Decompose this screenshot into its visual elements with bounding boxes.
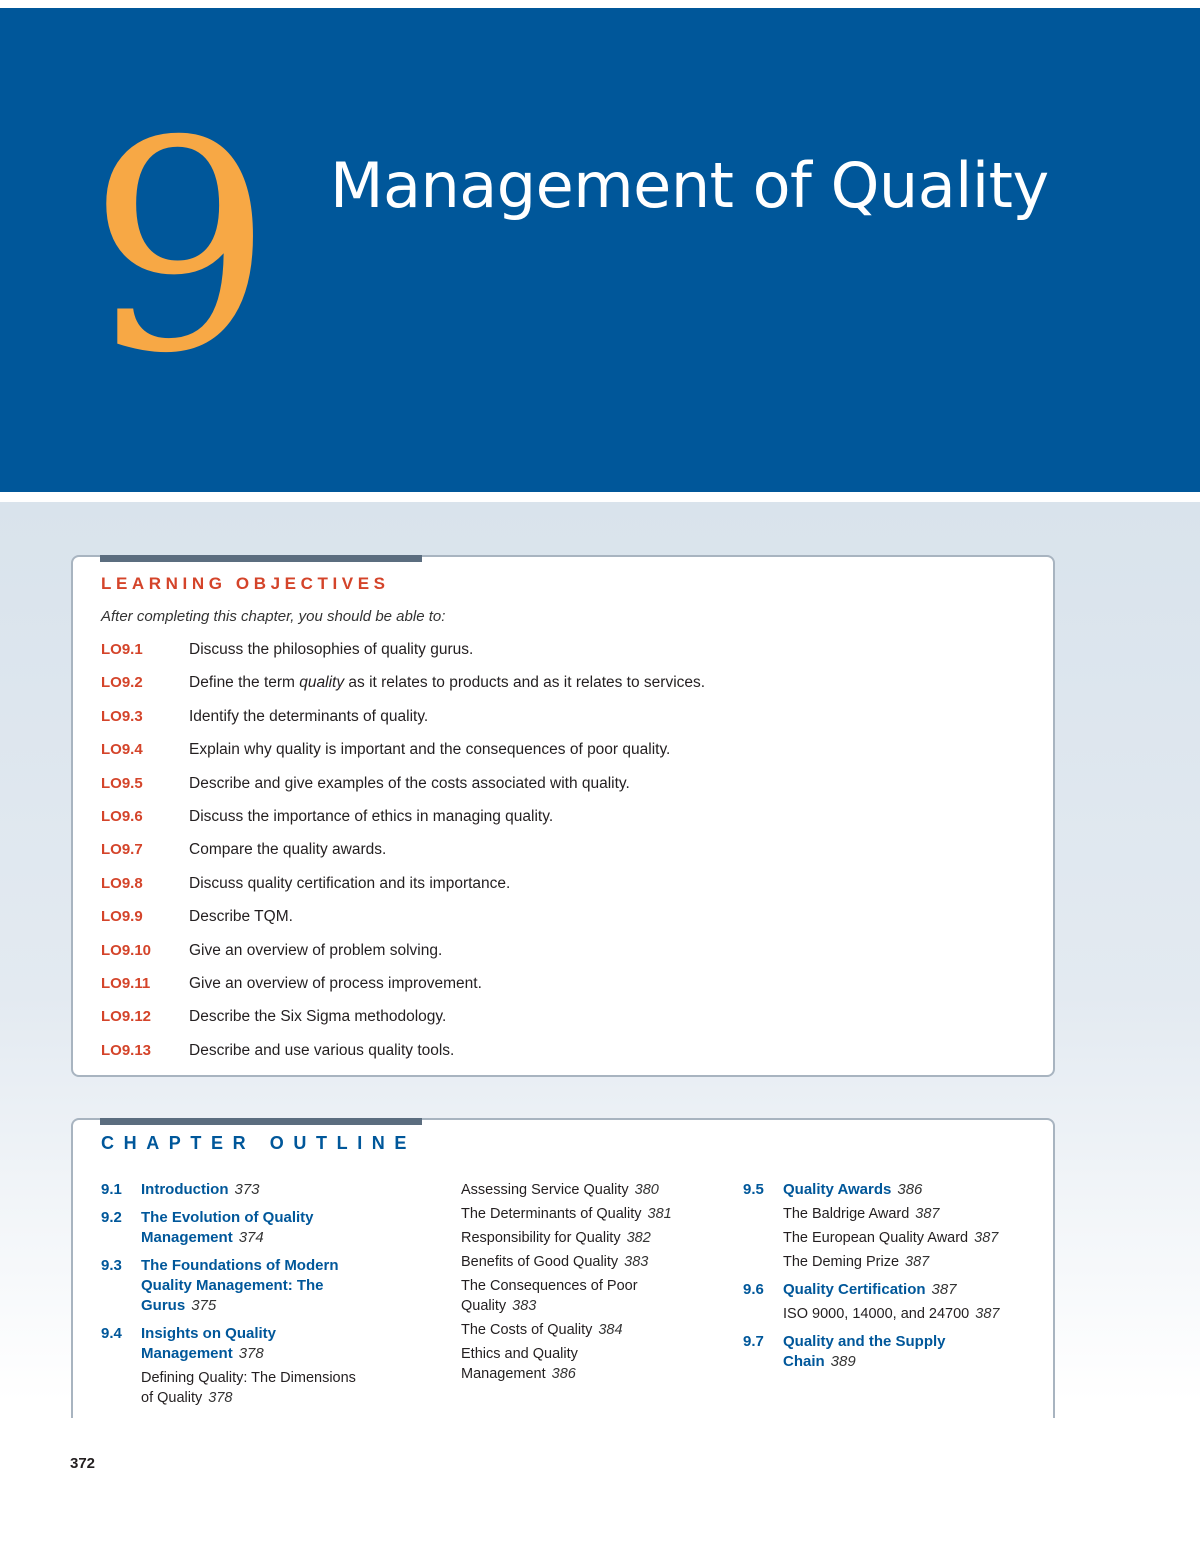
outline-section [743, 1180, 1043, 1200]
lo-text: Describe the Six Sigma methodology. [189, 1008, 447, 1026]
outline-section [101, 1208, 401, 1248]
lo-item [101, 975, 1041, 1008]
outline-subsection [461, 1276, 731, 1316]
outline-subsection [461, 1252, 731, 1272]
lo-text: Discuss the philosophies of quality gurus. [189, 641, 474, 658]
subsection-text: The Determinants of Quality [461, 1206, 642, 1222]
lo-item [101, 908, 1041, 941]
lo-text-part: Define the term [189, 674, 300, 692]
outline-subsection [461, 1228, 731, 1248]
lo-code: LO9.4 [101, 741, 143, 759]
subsection-text: The Deming Prize [783, 1254, 900, 1270]
lo-item [101, 841, 1041, 874]
lo-text [189, 674, 705, 692]
lo-code: LO9.5 [101, 774, 143, 792]
page-ref: 378 [208, 1390, 233, 1406]
outline-subsection [743, 1228, 1043, 1248]
lo-item [101, 875, 1041, 908]
subsection-text: The Baldrige Award [783, 1206, 910, 1222]
lo-item [101, 674, 1041, 707]
lo-text: Explain why quality is important and the consequences of poor quality. [189, 741, 671, 759]
lo-text: Describe TQM. [189, 908, 293, 926]
section-title [783, 1280, 957, 1300]
lo-code: LO9.9 [101, 908, 143, 926]
lo-item [101, 808, 1041, 841]
page-ref: 373 [234, 1181, 260, 1198]
section-title-text: Insights on Quality [141, 1325, 277, 1342]
subsection-text: Ethics and Quality [461, 1346, 578, 1362]
outline-section [743, 1280, 1043, 1300]
section-title [783, 1332, 946, 1372]
section-title-text: Quality Certification [783, 1281, 926, 1298]
page-ref: 387 [915, 1206, 940, 1222]
lo-text-part: as it relates to products and as it relates to services. [344, 674, 706, 692]
lo-text: Discuss the importance of ethics in managing quality. [189, 807, 554, 825]
section-number: 9.5 [743, 1181, 764, 1198]
page-ref: 387 [975, 1306, 1000, 1322]
section-number: 9.3 [101, 1257, 122, 1274]
lo-code: LO9.11 [101, 974, 151, 992]
lo-text: Compare the quality awards. [189, 841, 387, 859]
outline-subsection [101, 1368, 401, 1408]
section-title-text: Introduction [141, 1181, 229, 1198]
outline-section [101, 1324, 401, 1364]
lo-text: Describe and use various quality tools. [189, 1041, 455, 1059]
section-title [141, 1256, 338, 1316]
lo-item [101, 708, 1041, 741]
lo-code: LO9.6 [101, 807, 143, 825]
lo-item [101, 1008, 1041, 1041]
page-ref: 383 [512, 1298, 537, 1314]
chapter-header-band [0, 8, 1200, 492]
page-ref: 380 [634, 1182, 659, 1198]
lo-text-emphasis: quality [299, 674, 345, 692]
chapter-number: 9 [88, 80, 267, 417]
lo-code: LO9.2 [101, 674, 143, 692]
top-rule [0, 0, 1200, 8]
page-ref: 387 [931, 1281, 957, 1298]
section-title [141, 1180, 260, 1200]
section-title-text: Quality Management: The [141, 1277, 324, 1294]
subsection-text: Assessing Service Quality [461, 1182, 629, 1198]
outline-column-3 [743, 1180, 1043, 1380]
page-ref: 378 [238, 1345, 264, 1362]
lo-item [101, 942, 1041, 975]
outline-subsection [461, 1344, 731, 1384]
outline-subsection [743, 1304, 1043, 1324]
lo-code: LO9.3 [101, 707, 143, 725]
subsection-text: Benefits of Good Quality [461, 1254, 619, 1270]
section-title-text: Management [141, 1229, 233, 1246]
lo-item [101, 1042, 1041, 1075]
section-title-text: Gurus [141, 1297, 186, 1314]
chapter-outline-heading: CHAPTER OUTLINE [101, 1133, 416, 1153]
outline-subsection [461, 1204, 731, 1224]
lo-code: LO9.7 [101, 841, 143, 859]
outline-subsection [461, 1320, 731, 1340]
subsection-text: Quality [461, 1298, 507, 1314]
lo-text: Give an overview of process improvement. [189, 974, 482, 992]
section-number: 9.6 [743, 1281, 764, 1298]
lo-item [101, 641, 1041, 674]
outline-subsection [743, 1204, 1043, 1224]
subsection-text: The Consequences of Poor [461, 1278, 638, 1294]
chapter-outline-box [71, 1118, 1055, 1418]
box-tab-accent [100, 555, 422, 562]
lo-code: LO9.1 [101, 641, 143, 658]
page-ref: 387 [974, 1230, 999, 1246]
section-number: 9.1 [101, 1181, 122, 1198]
outline-section [743, 1332, 1043, 1372]
outline-column-1 [101, 1180, 401, 1412]
section-title-text: The Evolution of Quality [141, 1209, 314, 1226]
outline-subsection [461, 1180, 731, 1200]
section-number: 9.7 [743, 1333, 764, 1350]
learning-objectives-list [101, 641, 1041, 1075]
page-ref: 381 [647, 1206, 672, 1222]
page-number: 372 [70, 1455, 96, 1472]
lo-item [101, 775, 1041, 808]
section-title-text: Quality Awards [783, 1181, 892, 1198]
outline-section [101, 1180, 401, 1200]
section-title-text: Chain [783, 1353, 825, 1370]
section-title-text: The Foundations of Modern [141, 1257, 339, 1274]
page-ref: 387 [905, 1254, 930, 1270]
page-ref: 386 [551, 1366, 576, 1382]
page-ref: 383 [624, 1254, 649, 1270]
page-ref: 374 [238, 1229, 264, 1246]
band-gap [0, 492, 1200, 502]
learning-objectives-heading: LEARNING OBJECTIVES [101, 574, 390, 593]
lo-code: LO9.8 [101, 874, 143, 892]
lo-text: Discuss quality certification and its importance. [189, 874, 511, 892]
page-ref: 375 [191, 1297, 217, 1314]
subsection-text: The Costs of Quality [461, 1322, 593, 1338]
subsection-text: Responsibility for Quality [461, 1230, 621, 1246]
lo-item [101, 741, 1041, 774]
subsection-text: ISO 9000, 14000, and 24700 [783, 1306, 970, 1322]
learning-objectives-box [71, 555, 1055, 1077]
outline-subsection [743, 1252, 1043, 1272]
chapter-title: Management of Quality [330, 149, 1049, 222]
box-tab-accent [100, 1118, 422, 1125]
subsection-text: of Quality [141, 1390, 203, 1406]
section-title-text: Management [141, 1345, 233, 1362]
section-number: 9.4 [101, 1325, 122, 1342]
section-title [141, 1208, 314, 1248]
lo-code: LO9.10 [101, 941, 152, 959]
subsection-text: The European Quality Award [783, 1230, 969, 1246]
lo-text: Identify the determinants of quality. [189, 707, 429, 725]
lo-code: LO9.13 [101, 1041, 152, 1059]
section-number: 9.2 [101, 1209, 122, 1226]
page-ref: 384 [598, 1322, 623, 1338]
lo-code: LO9.12 [101, 1008, 152, 1026]
subsection-text: Defining Quality: The Dimensions [141, 1370, 356, 1386]
section-title-text: Quality and the Supply [783, 1333, 946, 1350]
outline-section [101, 1256, 401, 1316]
page-ref: 389 [830, 1353, 856, 1370]
section-title [783, 1180, 922, 1200]
page-ref: 382 [626, 1230, 651, 1246]
subsection-text: Management [461, 1366, 546, 1382]
learning-objectives-intro: After completing this chapter, you should be able to: [101, 608, 446, 625]
lo-text: Describe and give examples of the costs associated with quality. [189, 774, 630, 792]
section-title [141, 1324, 276, 1364]
outline-column-2 [461, 1180, 731, 1388]
lo-text: Give an overview of problem solving. [189, 941, 443, 959]
page-ref: 386 [897, 1181, 923, 1198]
